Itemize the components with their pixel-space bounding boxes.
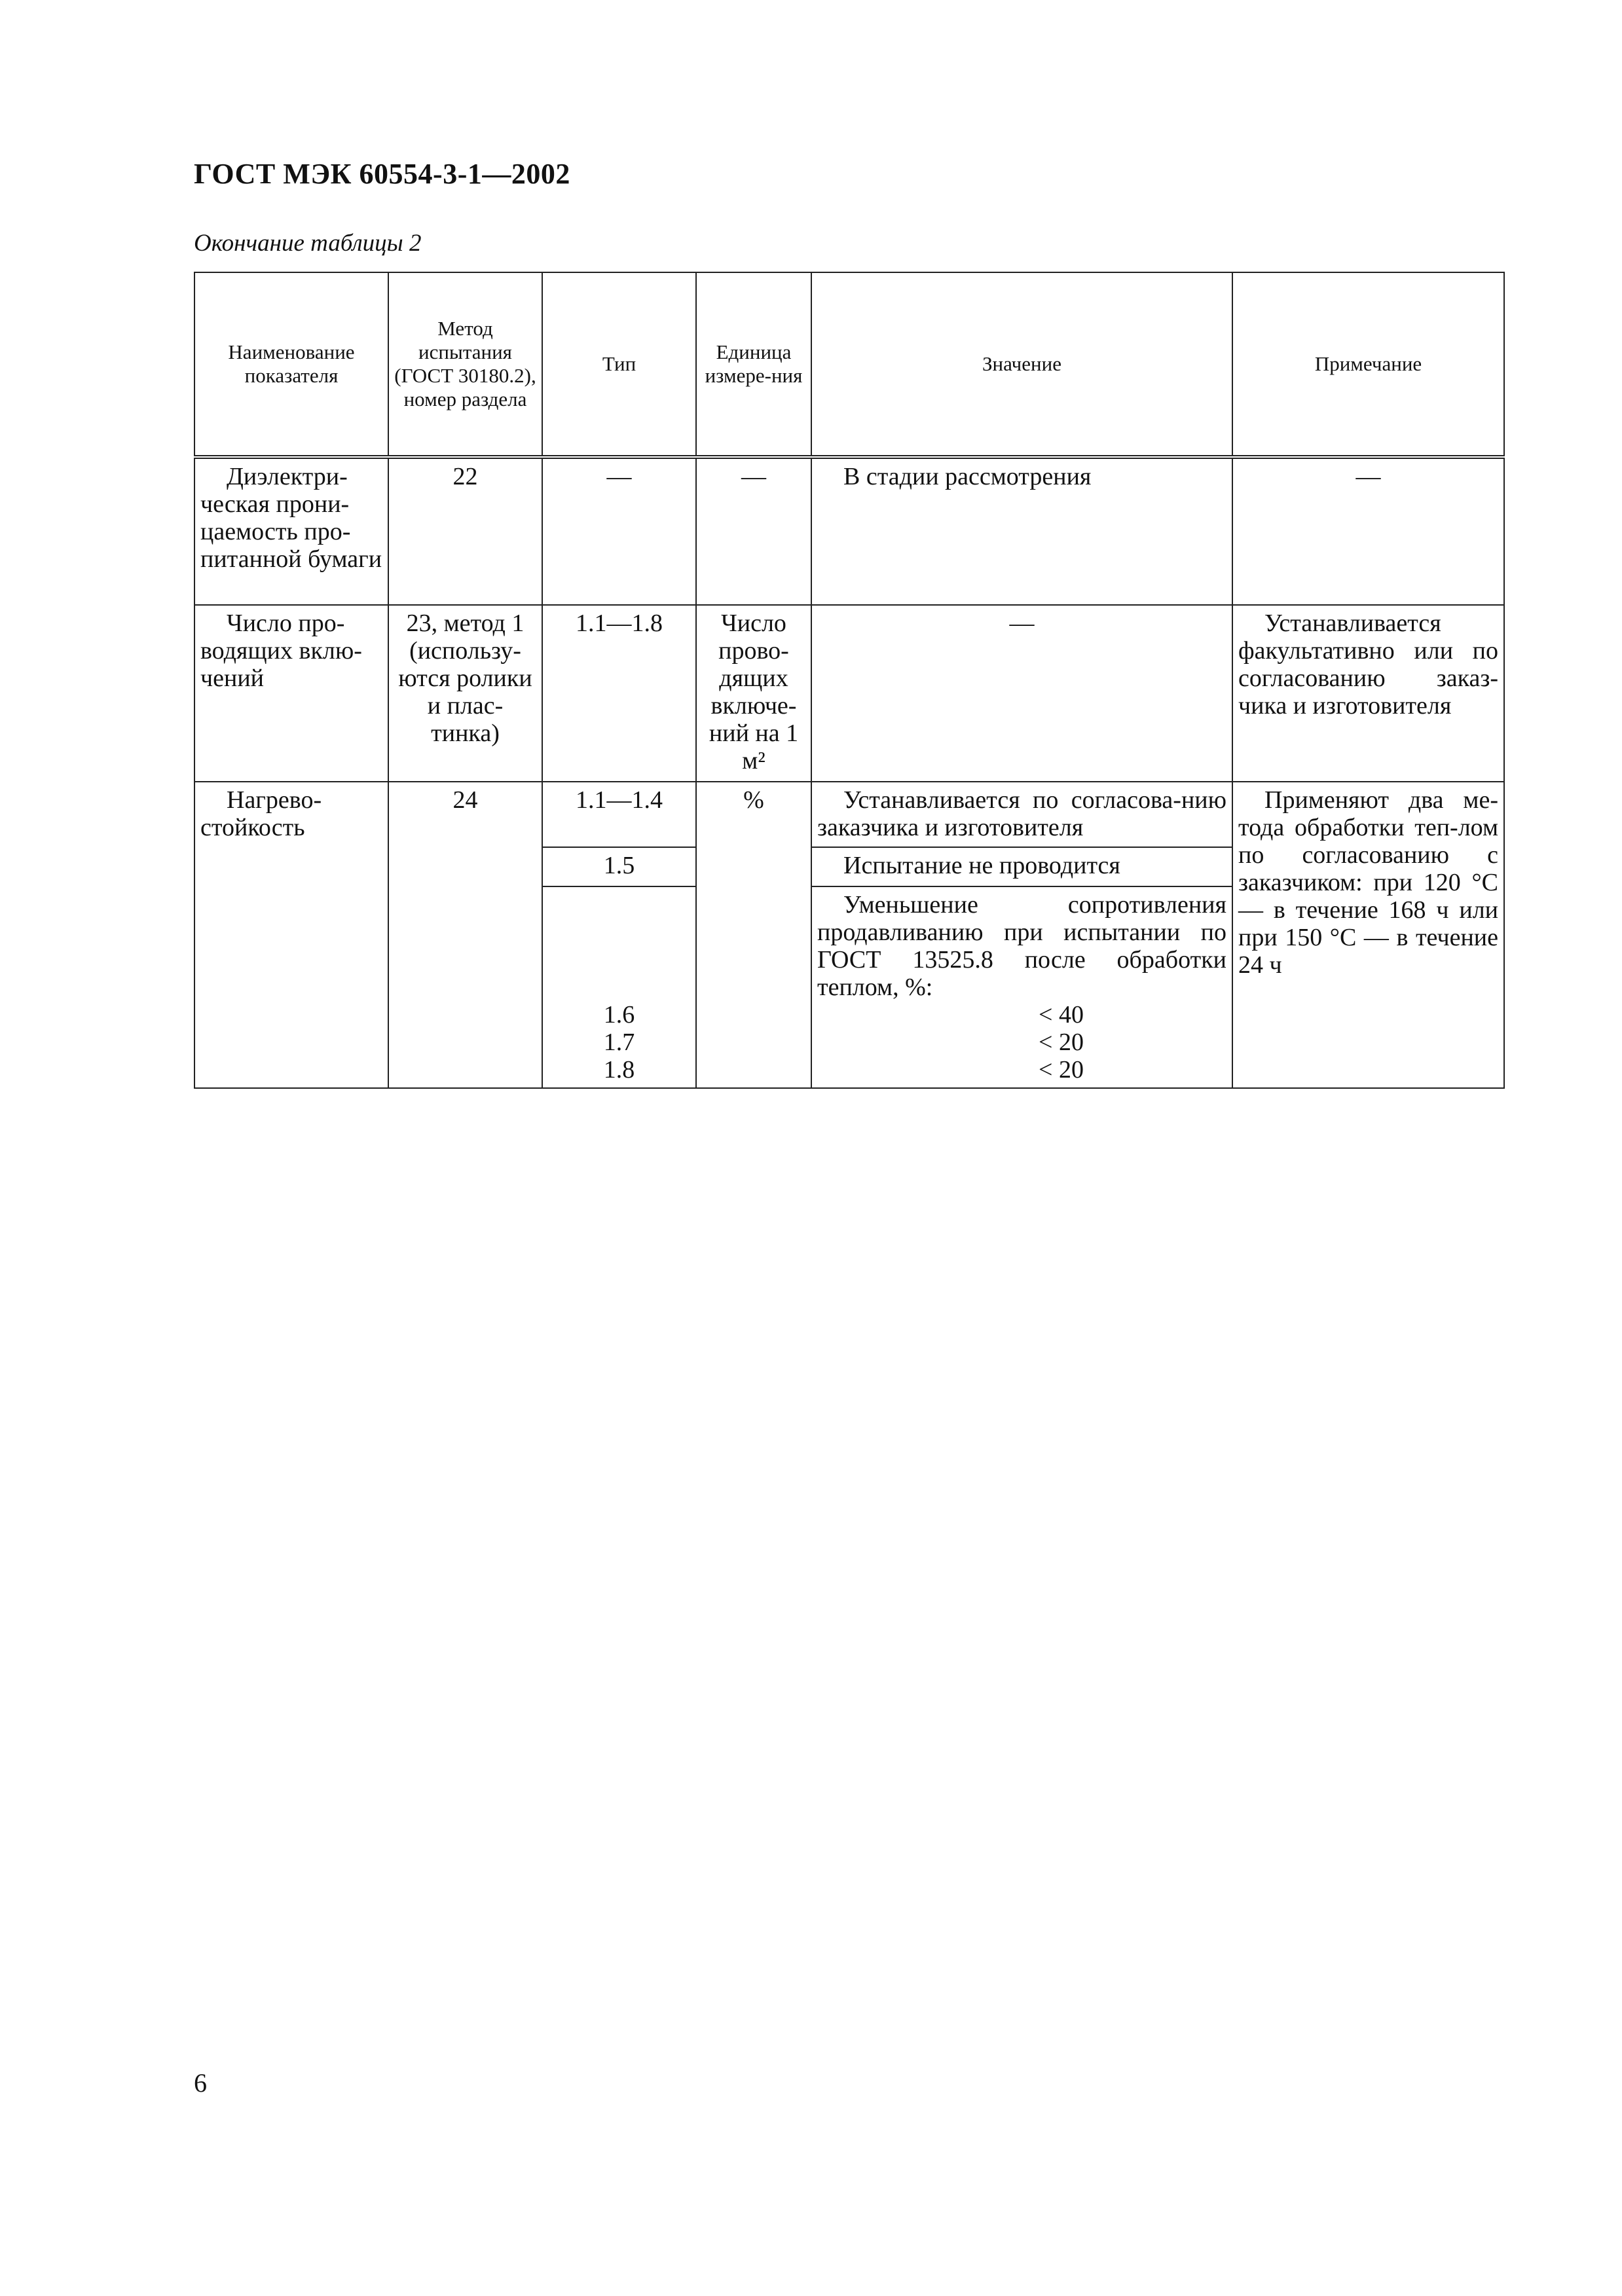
row3-sub3-value-1: < 40 bbox=[1039, 1001, 1084, 1029]
row3-sub3-value-3: < 20 bbox=[1039, 1056, 1084, 1084]
row2-type: 1.1—1.8 bbox=[542, 605, 696, 782]
row2-method: 23, метод 1 (использу-ются ролики и плас-тинка) bbox=[388, 605, 542, 782]
table-row bbox=[194, 782, 1504, 847]
row1-unit: — bbox=[696, 457, 811, 605]
row2-unit-text: Число прово-дящих включе-ний на 1 м² bbox=[709, 610, 799, 774]
header-note: Примечание bbox=[1232, 272, 1504, 457]
row3-sub2-value: Испытание не проводится bbox=[811, 847, 1232, 886]
row3-name: Нагрево-стойкость bbox=[194, 782, 388, 1088]
row3-sub3-value bbox=[811, 886, 1232, 1088]
header-value: Значение bbox=[811, 272, 1232, 457]
row3-sub3-type-3: 1.8 bbox=[603, 1056, 635, 1084]
page-number: 6 bbox=[194, 2068, 207, 2098]
header-unit: Единица измере-ния bbox=[696, 272, 811, 457]
table-row bbox=[194, 457, 1504, 605]
document-header: ГОСТ МЭК 60554-3-1—2002 bbox=[194, 158, 570, 190]
row2-note: Устанавливается факультативно или по согласованию заказ-чика и изготовителя bbox=[1232, 605, 1504, 782]
row3-unit: % bbox=[696, 782, 811, 1088]
row3-sub1-value: Устанавливается по согласова-нию заказчика и изготовителя bbox=[811, 782, 1232, 847]
row3-sub3-value-text: Уменьшение сопротивления продавливанию при испытании по ГОСТ 13525.8 после обработки теплом, %: bbox=[817, 891, 1226, 1001]
row1-note: — bbox=[1232, 457, 1504, 605]
row2-value: — bbox=[811, 605, 1232, 782]
row3-sub3-type-2: 1.7 bbox=[603, 1029, 635, 1056]
table-caption: Окончание таблицы 2 bbox=[194, 230, 422, 257]
header-type: Тип bbox=[542, 272, 696, 457]
table-row bbox=[194, 605, 1504, 782]
row1-name: Диэлектри-ческая прони-цаемость про-питанной бумаги bbox=[194, 457, 388, 605]
row1-value: В стадии рассмотрения bbox=[811, 457, 1232, 605]
row3-sub3-value-2: < 20 bbox=[1039, 1029, 1084, 1056]
row1-type: — bbox=[542, 457, 696, 605]
row3-sub1-type: 1.1—1.4 bbox=[542, 782, 696, 847]
row3-sub2-type: 1.5 bbox=[542, 847, 696, 886]
row2-unit bbox=[696, 605, 811, 782]
header-test-method: Метод испытания (ГОСТ 30180.2), номер раздела bbox=[388, 272, 542, 457]
row3-note: Применяют два ме-тода обработки теп-лом по согласованию с заказчиком: при 120 °С — в течение 168 ч или при 150 °С — в течение 24 ч bbox=[1232, 782, 1504, 1088]
row3-method: 24 bbox=[388, 782, 542, 1088]
row3-sub3-type-1: 1.6 bbox=[603, 1001, 635, 1029]
specifications-table bbox=[194, 272, 1505, 1089]
row2-name: Число про-водящих вклю-чений bbox=[194, 605, 388, 782]
header-indicator-name: Наименование показателя bbox=[194, 272, 388, 457]
table-header-row bbox=[194, 272, 1504, 457]
row1-method: 22 bbox=[388, 457, 542, 605]
row3-sub3-types bbox=[542, 886, 696, 1088]
